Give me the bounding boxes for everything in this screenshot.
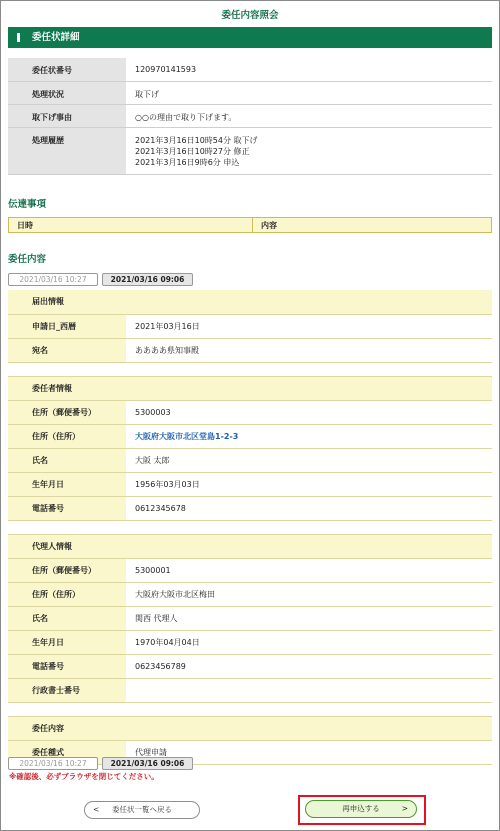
version-tab-1027-bottom[interactable]: 2021/03/16 10:27 [8,757,98,770]
table-row [8,400,492,424]
reapply-button-label: 再申込する [342,804,380,813]
version-tab-0906-bottom[interactable]: 2021/03/16 09:06 [102,757,193,770]
close-browser-warning: ※確認後、必ずブラウザを閉じてください。 [9,772,159,781]
agent-name-value: 関西 代理人 [126,606,492,630]
detail-section-title: 委任状詳細 [32,32,80,43]
addressee-value: ああああ県知事殿 [126,338,492,362]
table-header-row [9,218,492,233]
agent-address-value: 大阪府大阪市北区梅田 [126,582,492,606]
table-row [8,558,492,582]
table-row [8,496,492,520]
notice-table [8,217,492,233]
spacer-row [8,702,492,716]
row-label: 住所（郵便番号） [8,558,126,582]
column-header-content: 内容 [253,218,492,233]
history-value [126,127,492,174]
table-row [8,654,492,678]
row-label: 住所（郵便番号） [8,400,126,424]
entrust-section-title: 委任内容 [8,254,47,265]
row-label: 電話番号 [8,654,126,678]
row-label: 行政書士番号 [8,678,126,702]
table-row [8,81,492,104]
version-tab-0906[interactable]: 2021/03/16 09:06 [102,273,193,286]
principal-name-value: 大阪 太郎 [126,448,492,472]
table-row [8,606,492,630]
principal-postal-value: 5300003 [126,400,492,424]
column-header-date: 日時 [9,218,253,233]
row-label: 住所（住所） [8,424,126,448]
group-header-principal: 委任者情報 [8,376,492,400]
history-line: 2021年3月16日9時6分 申込 [135,157,240,167]
table-row [8,472,492,496]
back-button-label: 委任状一覧へ戻る [112,805,172,814]
table-row [8,582,492,606]
agent-postal-value: 5300001 [126,558,492,582]
table-row [8,338,492,362]
agent-phone-value: 0623456789 [126,654,492,678]
row-label: 処理履歴 [8,127,126,174]
row-label: 電話番号 [8,496,126,520]
table-row [8,448,492,472]
section-marker-icon [17,33,20,42]
group-header-row [8,716,492,740]
principal-address-value: 大阪府大阪市北区堂島1-2-3 [126,424,492,448]
table-row [8,630,492,654]
chevron-left-icon: < [93,805,100,814]
table-row [8,678,492,702]
principal-birth-value: 1956年03月03日 [126,472,492,496]
row-label: 氏名 [8,448,126,472]
reapply-button[interactable] [305,800,417,818]
withdraw-reason-value: ○○の理由で取り下げます。 [126,104,492,127]
spacer-row [8,362,492,376]
group-header-content: 委任内容 [8,716,492,740]
chevron-right-icon: > [401,804,408,813]
row-label: 委任種式 [8,740,126,764]
group-header-notification: 届出情報 [8,290,492,314]
agent-scrivener-value [126,678,492,702]
agent-birth-value: 1970年04月04日 [126,630,492,654]
application-date-value: 2021年03月16日 [126,314,492,338]
proxy-number-value: 120970141593 [126,58,492,81]
page-title: 委任内容照会 [221,10,279,21]
entrust-table [8,290,492,765]
row-label: 処理状況 [8,81,126,104]
history-line: 2021年3月16日10時54分 取下げ [135,135,258,145]
group-header-row [8,376,492,400]
row-label: 取下げ事由 [8,104,126,127]
spacer-row [8,520,492,534]
group-header-agent: 代理人情報 [8,534,492,558]
table-row [8,104,492,127]
notice-section-title: 伝達事項 [8,199,47,210]
entrust-type-value: 代理申請 [126,740,492,764]
row-label: 生年月日 [8,472,126,496]
group-header-row [8,534,492,558]
table-row [8,424,492,448]
detail-section-header [8,27,492,48]
table-row [8,314,492,338]
history-line: 2021年3月16日10時27分 修正 [135,146,250,156]
row-label: 委任状番号 [8,58,126,81]
table-row [8,127,492,174]
table-row [8,58,492,81]
back-to-list-button[interactable] [84,801,200,819]
row-label: 住所（住所） [8,582,126,606]
version-tab-1027[interactable]: 2021/03/16 10:27 [8,273,98,286]
status-value: 取下げ [126,81,492,104]
principal-phone-value: 0612345678 [126,496,492,520]
row-label: 宛名 [8,338,126,362]
detail-table [8,58,492,175]
row-label: 生年月日 [8,630,126,654]
row-label: 申請日_西暦 [8,314,126,338]
row-label: 氏名 [8,606,126,630]
group-header-row [8,290,492,314]
